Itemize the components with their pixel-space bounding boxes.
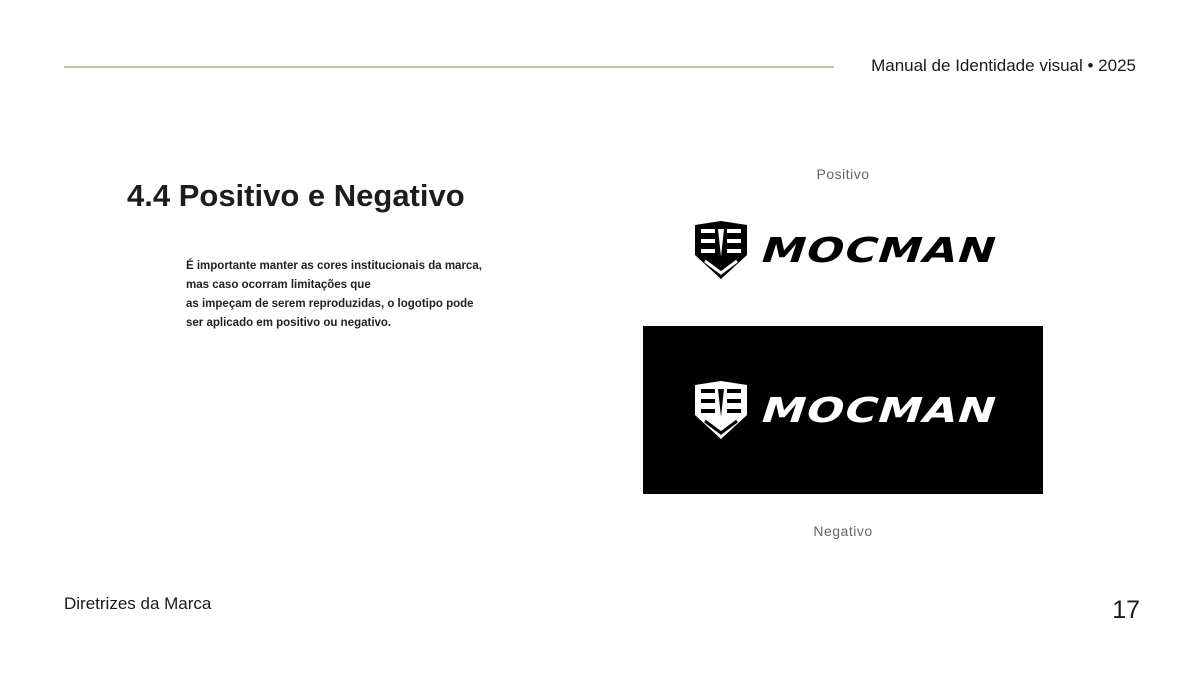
header-rule [64, 66, 834, 68]
body-line: ser aplicado em positivo ou negativo. [186, 317, 392, 329]
logo-negative [643, 370, 1043, 450]
wordmark: MOCMAN [755, 230, 1003, 270]
body-line: as impeçam de serem reproduzidas, o logotipo pode [186, 298, 474, 310]
section-title: 4.4 Positivo e Negativo [127, 178, 465, 213]
shield-icon [690, 219, 752, 281]
footer-label: Diretrizes da Marca [64, 594, 212, 613]
logo-positive [643, 210, 1043, 290]
wordmark: MOCMAN [755, 390, 1003, 430]
document-title: Manual de Identidade visual • 2025 [871, 56, 1136, 75]
body-line: mas caso ocorram limitações que [186, 279, 371, 291]
shield-icon [690, 379, 752, 441]
positive-caption: Positivo [816, 166, 870, 182]
section-body [186, 257, 526, 333]
body-line: É importante manter as cores institucionais da marca, [186, 260, 482, 272]
negative-caption: Negativo [813, 523, 873, 539]
page-number: 17 [1112, 596, 1140, 624]
